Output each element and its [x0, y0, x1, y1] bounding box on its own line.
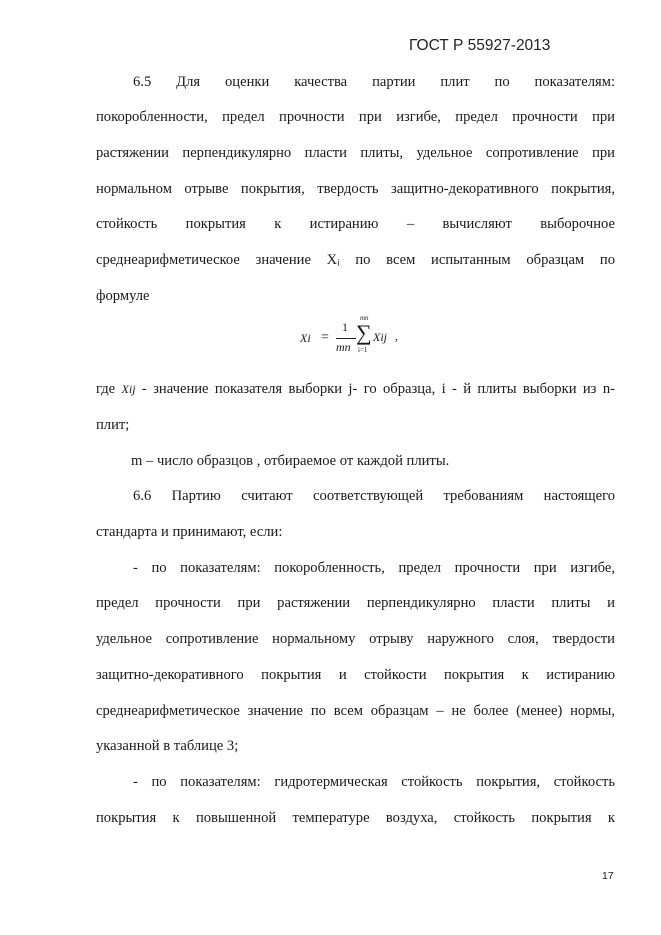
formula-sum-lower: i=1 — [358, 346, 368, 354]
paragraph-line: нормальном отрыве покрытия, твердость защитно-декоративного покрытия, — [96, 181, 615, 197]
document-header-code: ГОСТ Р 55927-2013 — [409, 37, 551, 54]
formula-equals: = — [321, 330, 329, 345]
formula-mean — [300, 314, 420, 364]
paragraph-line: покрытия к повышенной температуре воздуха, стойкость покрытия к — [96, 810, 615, 826]
paragraph-line: указанной в таблице 3; — [96, 738, 239, 754]
where-symbol: Xij — [121, 382, 136, 396]
paragraph-line: плит; — [96, 417, 130, 433]
paragraph-6-6-line-1: 6.6 Партию считают соответствующей требованиям настоящего — [133, 488, 615, 504]
paragraph-line: формуле — [96, 288, 150, 304]
formula-trailing: , — [395, 329, 398, 343]
paragraph-line: предел прочности при растяжении перпендикулярно пласти плиты и — [96, 595, 615, 611]
paragraph-line: покоробленности, предел прочности при изгибе, предел прочности при — [96, 109, 615, 125]
paragraph-line: среднеарифметическое значение по всем образцам – не более (менее) нормы, — [96, 703, 615, 719]
formula-sum-icon: ∑ — [356, 320, 372, 345]
paragraph-line: растяжении перпендикулярно пласти плиты, удельное сопротивление при — [96, 145, 615, 161]
formula-sum-upper: mn — [360, 314, 369, 322]
formula-term: Xij — [373, 330, 387, 344]
where-definition: - значение показателя выборки j- го образца, i - й плиты выборки из n- — [141, 381, 615, 397]
paragraph-line: стандарта и принимают, если: — [96, 524, 283, 540]
list-item-line: - по показателям: гидротермическая стойкость покрытия, стойкость — [133, 774, 615, 790]
where-prefix: где — [96, 381, 116, 397]
list-item-line: - по показателям: покоробленность, предел прочности при изгибе, — [133, 560, 615, 576]
formula-numerator: 1 — [342, 320, 348, 334]
formula-fraction-bar — [336, 338, 356, 339]
paragraph-line: стойкость покрытия к истиранию – вычисляют выборочное — [96, 216, 615, 232]
paragraph-line: удельное сопротивление нормальному отрыву наружного слоя, твердости — [96, 631, 615, 647]
formula-lhs: Xi — [300, 331, 311, 345]
page-number: 17 — [602, 870, 614, 882]
paragraph-line: среднеарифметическое значение Xᵢ по всем испытанным образцам по — [96, 252, 615, 268]
where-line — [96, 380, 615, 398]
formula-denominator: mn — [336, 340, 351, 354]
paragraph-line: защитно-декоративного покрытия и стойкости покрытия к истиранию — [96, 667, 615, 683]
paragraph-line: m – число образцов , отбираемое от каждой плиты. — [131, 453, 450, 469]
paragraph-6-5-line-1: 6.5 Для оценки качества партии плит по показателям: — [133, 74, 615, 90]
